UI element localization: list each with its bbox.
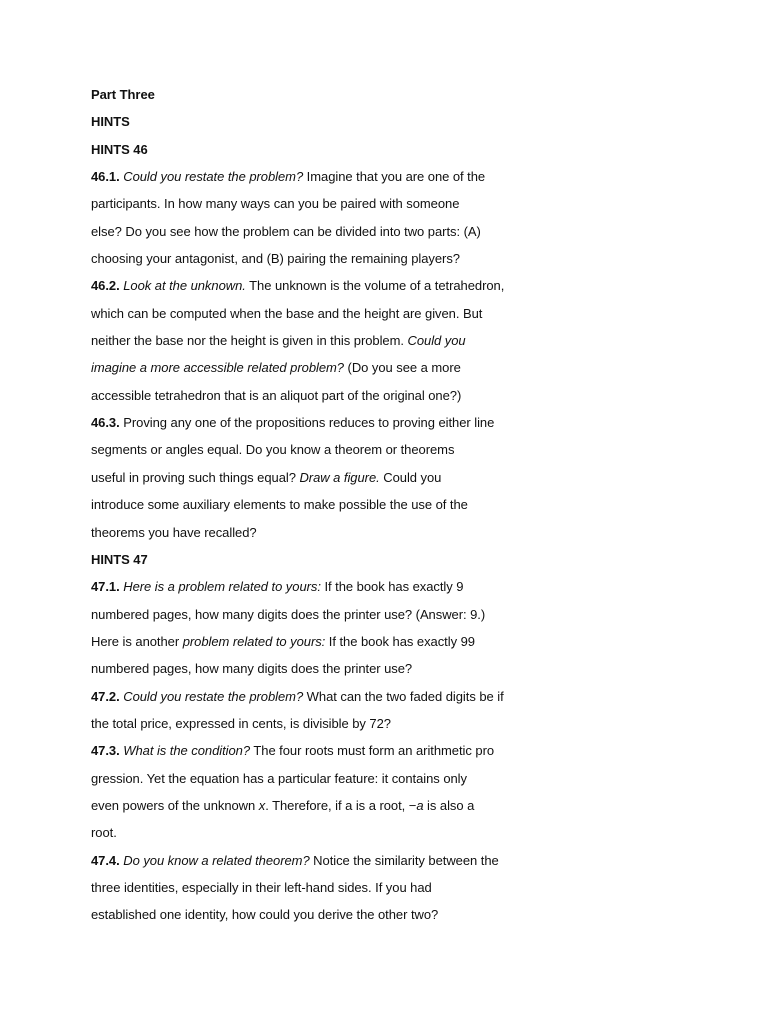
text-line xyxy=(91,464,531,491)
text-run: theorems you have recalled? xyxy=(91,524,257,540)
bold-text: 46.2. xyxy=(91,278,120,294)
bold-text: HINTS 46 xyxy=(91,141,148,157)
text-line xyxy=(91,190,531,217)
text-run: which can be computed when the base and the height are given. But xyxy=(91,305,483,321)
text-line xyxy=(91,136,531,163)
text-run: Could you xyxy=(379,469,442,485)
text-run: even powers of the unknown xyxy=(91,797,259,813)
text-run: What can the two faded digits be if xyxy=(303,688,504,704)
text-run: three identities, especially in their left-hand sides. If you had xyxy=(91,879,432,895)
bold-text: 47.3. xyxy=(91,743,120,759)
italic-text: problem related to yours: xyxy=(182,633,326,649)
text-line xyxy=(91,573,531,600)
italic-text: imagine a more accessible related problem? xyxy=(91,360,344,376)
text-line xyxy=(91,710,531,737)
italic-text: x xyxy=(258,797,266,813)
text-line xyxy=(91,409,531,436)
italic-text: Do you know a related theorem? xyxy=(123,852,310,868)
text-line xyxy=(91,546,531,573)
text-line xyxy=(91,519,531,546)
text-run: Proving any one of the propositions reduces to proving either line xyxy=(119,415,495,431)
text-line xyxy=(91,218,531,245)
italic-text: What is the condition? xyxy=(123,743,251,759)
text-line xyxy=(91,683,531,710)
text-run: Notice the similarity between the xyxy=(309,852,499,868)
bold-text: 47.4. xyxy=(91,852,120,868)
text-run: numbered pages, how many digits does the printer use? xyxy=(91,661,413,677)
text-line xyxy=(91,601,531,628)
text-line xyxy=(91,847,531,874)
text-line xyxy=(91,819,531,846)
text-line xyxy=(91,765,531,792)
text-run: segments or angles equal. Do you know a theorem or theorems xyxy=(91,442,455,458)
text-line xyxy=(91,436,531,463)
bold-text: 46.3. xyxy=(91,415,120,431)
italic-text: Could you restate the problem? xyxy=(123,688,304,704)
text-run: . Therefore, if a is a root, − xyxy=(265,797,417,813)
bold-text: HINTS 47 xyxy=(91,551,148,567)
bold-text: 47.2. xyxy=(91,688,120,704)
text-run: accessible tetrahedron that is an aliquot part of the original one?) xyxy=(91,387,462,403)
italic-text: Look at the unknown. xyxy=(123,278,246,294)
italic-text: Draw a figure. xyxy=(299,469,380,485)
text-line xyxy=(91,491,531,518)
text-line xyxy=(91,300,531,327)
text-run: If the book has exactly 99 xyxy=(325,633,475,649)
italic-text: Could you xyxy=(407,333,466,349)
text-run: choosing your antagonist, and (B) pairing the remaining players? xyxy=(91,251,460,267)
text-run: (Do you see a more xyxy=(343,360,461,376)
italic-text: Here is a problem related to yours: xyxy=(123,579,321,595)
text-line xyxy=(91,655,531,682)
bold-text: 46.1. xyxy=(91,169,120,185)
bold-text: 47.1. xyxy=(91,579,120,595)
text-run: Here is another xyxy=(91,633,183,649)
text-line xyxy=(91,245,531,272)
text-run: root. xyxy=(91,825,117,841)
text-line xyxy=(91,108,531,135)
text-run: else? Do you see how the problem can be divided into two parts: (A) xyxy=(91,223,481,239)
text-run: The unknown is the volume of a tetrahedron, xyxy=(245,278,505,294)
text-run: established one identity, how could you derive the other two? xyxy=(91,907,439,923)
bold-text: HINTS xyxy=(91,114,130,130)
text-line xyxy=(91,628,531,655)
document-body xyxy=(91,81,531,929)
italic-text: Could you restate the problem? xyxy=(123,169,304,185)
text-line xyxy=(91,81,531,108)
text-run: If the book has exactly 9 xyxy=(320,579,464,595)
text-line xyxy=(91,382,531,409)
text-run: The four roots must form an arithmetic pro xyxy=(250,743,495,759)
text-run: useful in proving such things equal? xyxy=(91,469,300,485)
document-page xyxy=(91,81,531,929)
italic-text: a xyxy=(416,797,424,813)
text-run: Imagine that you are one of the xyxy=(303,169,486,185)
text-run: introduce some auxiliary elements to make possible the use of the xyxy=(91,497,468,513)
bold-text: Part Three xyxy=(91,87,155,102)
text-line xyxy=(91,737,531,764)
text-run: the total price, expressed in cents, is divisible by 72? xyxy=(91,715,391,731)
text-run: is also a xyxy=(423,797,475,813)
text-line xyxy=(91,327,531,354)
text-line xyxy=(91,874,531,901)
text-line xyxy=(91,163,531,190)
text-line xyxy=(91,901,531,928)
text-run: gression. Yet the equation has a particular feature: it contains only xyxy=(91,770,467,786)
text-line xyxy=(91,354,531,381)
text-run: neither the base nor the height is given in this problem. xyxy=(91,333,408,349)
text-run: participants. In how many ways can you be paired with someone xyxy=(91,196,460,212)
text-line xyxy=(91,272,531,299)
text-run: numbered pages, how many digits does the printer use? (Answer: 9.) xyxy=(91,606,486,622)
text-line xyxy=(91,792,531,819)
